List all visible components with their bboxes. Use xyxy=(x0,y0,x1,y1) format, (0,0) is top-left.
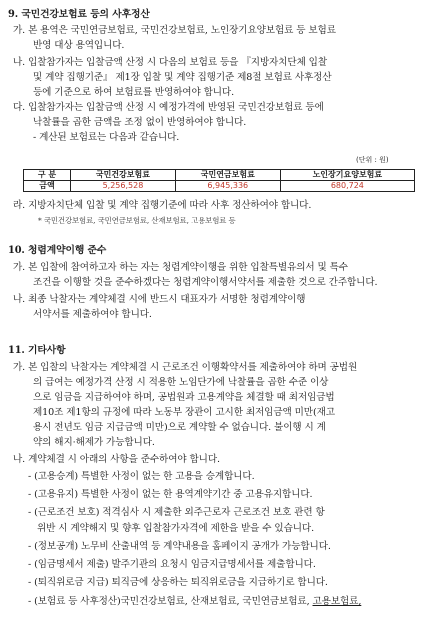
table-header-cell: 국민건강보험료 xyxy=(71,170,176,181)
unit-label: (단위 : 원) xyxy=(356,156,389,164)
section-11-ga-line2: 의 급여는 예정가격 산정 시 적용한 노임단가에 낙찰률을 곱한 수준 이상 xyxy=(33,377,329,388)
section-9-ra-line1: 라. 지방자치단체 입찰 및 계약 집행기준에 따라 사후 정산하여야 합니다. xyxy=(13,200,312,211)
health-insurance-amount: 5,256,528 xyxy=(71,181,176,192)
section-10-title: 10. 청렴계약이행 준수 xyxy=(8,245,107,256)
list-item: - (고용승계) 특별한 사정이 없는 한 고용을 승계합니다. xyxy=(28,471,255,482)
table-row xyxy=(24,181,415,192)
section-9-da-line3: - 계산된 보험료는 다음과 같습니다. xyxy=(33,132,180,143)
longterm-care-amount: 680,724 xyxy=(280,181,414,192)
list-item: - (퇴직위로금 지급) 퇴직금에 상응하는 퇴직위로금을 지급하기로 합니다. xyxy=(28,577,328,588)
pension-insurance-amount: 6,945,336 xyxy=(175,181,280,192)
section-9-da-line1: 다. 입찰참가자는 입찰금액 산정 시 예정가격에 반영된 국민건강보험료 등에 xyxy=(13,102,324,113)
table-row-label: 금액 xyxy=(24,181,71,192)
table-header-cell: 노인장기요양보험료 xyxy=(280,170,414,181)
section-9-ga-line2: 반영 대상 용역입니다. xyxy=(33,40,125,51)
section-11-ga-line1: 가. 본 입찰의 낙찰자는 계약체결 시 근로조건 이행확약서를 제출하여야 하며 공법원 xyxy=(13,362,358,373)
list-item-text: - (보험료 등 사후정산)국민건강보험료, 산재보험료, 국민연금보험료, xyxy=(28,596,313,607)
section-10-na-line1: 나. 최종 낙찰자는 계약체결 시에 반드시 대표자가 서명한 청렴계약이행 xyxy=(13,294,306,305)
section-9-ga-line1: 가. 본 용역은 국민연금보험료, 국민건강보험료, 노인장기요양보험료 등 보험료 xyxy=(13,25,336,36)
section-10-ga-line1: 가. 본 입찰에 참여하고자 하는 자는 청렴계약이행을 위한 입찰특별유의서 및 특수 xyxy=(13,262,348,273)
section-10-ga-line2: 조건을 이행할 것을 준수하겠다는 청렴계약이행서약서를 제출한 것으로 간주합니다. xyxy=(33,277,378,288)
section-11-title: 11. 기타사항 xyxy=(8,345,66,356)
section-9-ra-note: * 국민건강보험료, 국민연금보험료, 산재보험료, 고용보험료 등 xyxy=(38,216,236,225)
section-9-na-line2: 및 계약 집행기준』 제1장 입찰 및 계약 집행기준 제8절 보험료 사후정산 xyxy=(33,72,332,83)
table-header-cell: 국민연금보험료 xyxy=(175,170,280,181)
section-9-da-line2: 낙찰률을 곱한 금액을 조정 없이 반영하여야 합니다. xyxy=(33,117,247,128)
section-11-ga-line4: 제10조 제1항의 규정에 따라 노동부 장관이 고시한 최저임금액 미만(재고 xyxy=(33,407,335,418)
section-9-title: 9. 국민건강보험료 등의 사후정산 xyxy=(8,9,150,20)
list-item: - (근로조건 보호) 적격심사 시 제출한 외주근로자 근로조건 보호 관련 항 xyxy=(28,507,325,518)
table-header-row xyxy=(24,170,415,181)
table-header-cell: 구 분 xyxy=(24,170,71,181)
list-item-last xyxy=(28,596,361,608)
section-11-ga-line3: 으로 임금을 지급하여야 하며, 공법원과 고용계약을 체결할 때 최저임금법 xyxy=(33,392,335,403)
insurance-table xyxy=(23,169,415,192)
section-11-ga-line6: 약의 해지·해제가 가능합니다. xyxy=(33,437,155,448)
section-10-na-line2: 서약서를 제출하여야 합니다. xyxy=(33,309,152,320)
list-item: 위반 시 계약해지 및 향후 입찰참가자격에 제한을 받을 수 있습니다. xyxy=(37,523,315,534)
list-item: - (고용유지) 특별한 사정이 없는 한 용역계약기간 중 고용유지합니다. xyxy=(28,489,313,500)
list-item: - (임금명세서 제출) 발주기관의 요청시 임금지급명세서를 제출합니다. xyxy=(28,559,316,570)
section-9-na-line1: 나. 입찰참가자는 입찰금액 산정 시 다음의 보험료 등을 『지방자치단체 입찰 xyxy=(13,57,328,68)
section-11-na-line1: 나. 계약체결 시 아래의 사항을 준수하여야 합니다. xyxy=(13,454,220,465)
underlined-text: 고용보험료, xyxy=(312,596,362,607)
section-11-ga-line5: 용시 전년도 임금 지급금액 미만)으로 계약할 수 없습니다. 불이행 시 계 xyxy=(33,422,326,433)
section-9-na-line3: 등에 기준으로 하여 보험료를 반영하여야 합니다. xyxy=(33,87,235,98)
list-item: - (정보공개) 노무비 산출내역 등 계약내용을 홈페이지 공개가 가능합니다. xyxy=(28,541,331,552)
